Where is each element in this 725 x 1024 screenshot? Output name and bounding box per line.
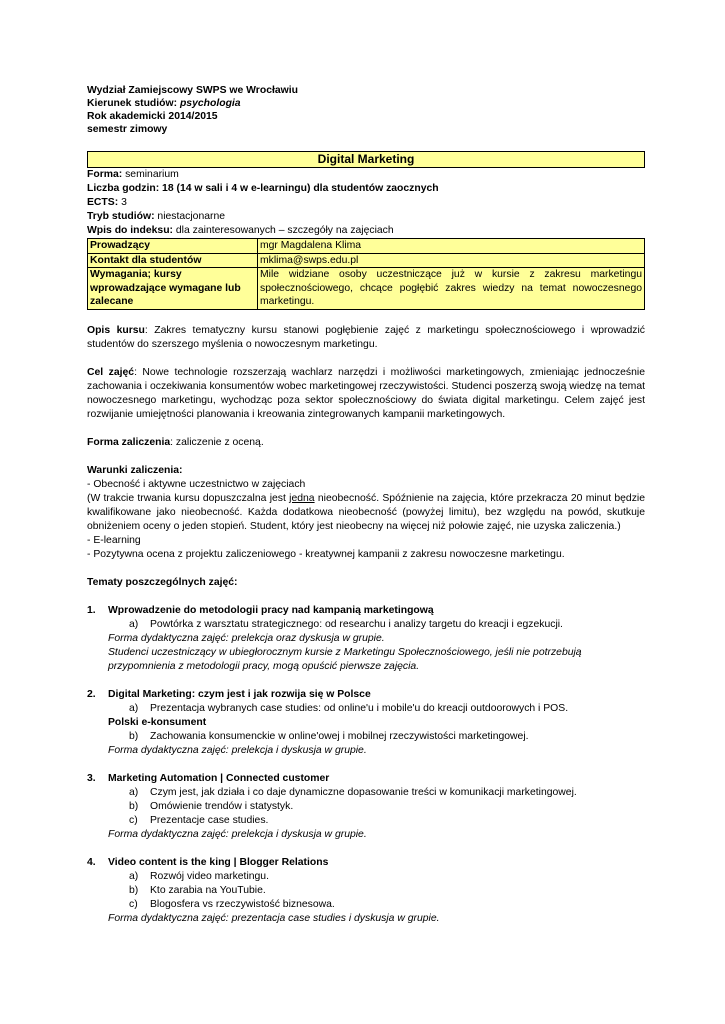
- faculty-name: Wydział Zamiejscowy SWPS we Wrocławiu: [87, 85, 298, 96]
- pass-conditions: [87, 464, 645, 562]
- table-row: [88, 239, 645, 254]
- course-info-table: [87, 238, 645, 310]
- teaching-form: Forma dydaktyczna zajęć: prelekcja oraz dyskusja w grupie.: [108, 632, 385, 644]
- instructor-value: mgr Magdalena Klima: [258, 239, 645, 254]
- study-mode: Tryb studiów: niestacjonarne: [87, 211, 226, 222]
- condition-elearning: - E-learning: [87, 534, 141, 546]
- instructor-label: Prowadzący: [88, 239, 258, 254]
- topic-1: [87, 604, 645, 674]
- condition-absence-policy: (W trakcie trwania kursu dopuszczalna jest jedna nieobecność. Spóźnienie na zajęcia, które przekracza 20 minut będzie kwalifikowane jako nieobecność. Każda dodatkowa nieobecność (powyżej limitu), bez względu na powód, skutkuje obniżeniem oceny o jeden stopień. Student, który jest nieobecny na więcej niż połowie zajęć, nie uzyska zaliczenia.): [87, 492, 645, 532]
- list-item: c) Blogosfera vs rzeczywistość biznesowa.: [129, 898, 335, 910]
- course-hours: Liczba godzin: 18 (14 w sali i 4 w e-learningu) dla studentów zaocznych: [87, 183, 439, 194]
- topic-2: [87, 688, 645, 758]
- list-item: b) Omówienie trendów i statystyk.: [129, 800, 294, 812]
- topics-heading: Tematy poszczególnych zajęć:: [87, 576, 238, 588]
- course-ects: ECTS: 3: [87, 197, 127, 208]
- list-item: b) Zachowania konsumenckie w online'owej i mobilnej rzeczywistości marketingowej.: [129, 730, 529, 742]
- contact-label: Kontakt dla studentów: [88, 253, 258, 268]
- topic-4: [87, 856, 645, 926]
- course-form: Forma: seminarium: [87, 169, 179, 180]
- course-meta: [87, 168, 645, 238]
- requirements-label: Wymagania; kursy wprowadzające wymagane lub zalecane: [88, 268, 258, 310]
- faculty-header: [87, 84, 645, 136]
- condition-project: - Pozytywna ocena z projektu zaliczeniowego - kreatywnej kampanii z zakresu nowoczesne marketingu.: [87, 548, 565, 560]
- document-page: [87, 84, 645, 926]
- contact-email-link[interactable]: mklima@swps.edu.pl: [258, 253, 645, 268]
- topic-title: 2. Digital Marketing: czym jest i jak rozwija się w Polsce: [87, 688, 371, 700]
- teaching-form: Forma dydaktyczna zajęć: prezentacja case studies i dyskusja w grupie.: [108, 912, 440, 924]
- topic-note: Studenci uczestniczący w ubiegłorocznym kursie z Marketingu Społecznościowego, jeśli nie potrzebują przypomnienia z metodologii pracy, mogą opuścić pierwsze zajęcia.: [108, 646, 582, 672]
- topic-title: 4. Video content is the king | Blogger Relations: [87, 856, 329, 868]
- teaching-form: Forma dydaktyczna zajęć: prelekcja i dyskusja w grupie.: [108, 828, 367, 840]
- list-item: b) Kto zarabia na YouTubie.: [129, 884, 266, 896]
- condition-attendance: - Obecność i aktywne uczestnictwo w zajęciach: [87, 478, 306, 490]
- semester: semestr zimowy: [87, 124, 168, 135]
- list-item: c) Prezentacje case studies.: [129, 814, 269, 826]
- requirements-value: Mile widziane osoby uczestniczące już w kursie z zakresu marketingu społecznościowego, chcące pogłębić zakres wiedzy na temat nowoczesnego marketingu.: [258, 268, 645, 310]
- teaching-form: Forma dydaktyczna zajęć: prelekcja i dyskusja w grupie.: [108, 744, 367, 756]
- pass-conditions-label: Warunki zaliczenia:: [87, 464, 183, 476]
- table-row: [88, 253, 645, 268]
- topic-3: [87, 772, 645, 842]
- course-goal: Cel zajęć: Nowe technologie rozszerzają wachlarz narzędzi i możliwości marketingowych, zmieniając jednocześnie zachowania i oczekiwania konsumentów wobec marketingowej rzeczywistości. Studenci poszerzą swoją wiedzę na temat nowoczesnego marketingu, wychodząc poza sektor społecznościowy do świata digital marketingu. Celem zajęć jest rozwijanie umiejętności planowania i kreowania zintegrowanych kampanii marketingowych.: [87, 366, 645, 420]
- topic-subtitle: Polski e-konsument: [108, 716, 207, 728]
- course-description: Opis kursu: Zakres tematyczny kursu stanowi pogłębienie zajęć z marketingu społecznościowego i wprowadzić studentów do szerszego myślenia o nowoczesnym marketingu.: [87, 324, 645, 350]
- course-title: Digital Marketing: [87, 151, 645, 168]
- topic-title: 3. Marketing Automation | Connected customer: [87, 772, 330, 784]
- index-entry: Wpis do indeksu: dla zainteresowanych – szczegóły na zajęciach: [87, 225, 394, 236]
- assessment-form: Forma zaliczenia: zaliczenie z oceną.: [87, 436, 264, 448]
- list-item: a) Prezentacja wybranych case studies: od online'u i mobile'u do kreacji outdoorowych i POS.: [129, 702, 569, 714]
- topic-title: 1. Wprowadzenie do metodologii pracy nad kampanią marketingową: [87, 604, 434, 616]
- field-of-study: Kierunek studiów: psychologia: [87, 98, 241, 109]
- list-item: a) Powtórka z warsztatu strategicznego: od researchu i analizy targetu do kreacji i egzekucji.: [129, 618, 563, 630]
- table-row: [88, 268, 645, 310]
- academic-year: Rok akademicki 2014/2015: [87, 111, 218, 122]
- list-item: a) Rozwój video marketingu.: [129, 870, 269, 882]
- list-item: a) Czym jest, jak działa i co daje dynamiczne dopasowanie treści w komunikacji marketingowej.: [129, 786, 577, 798]
